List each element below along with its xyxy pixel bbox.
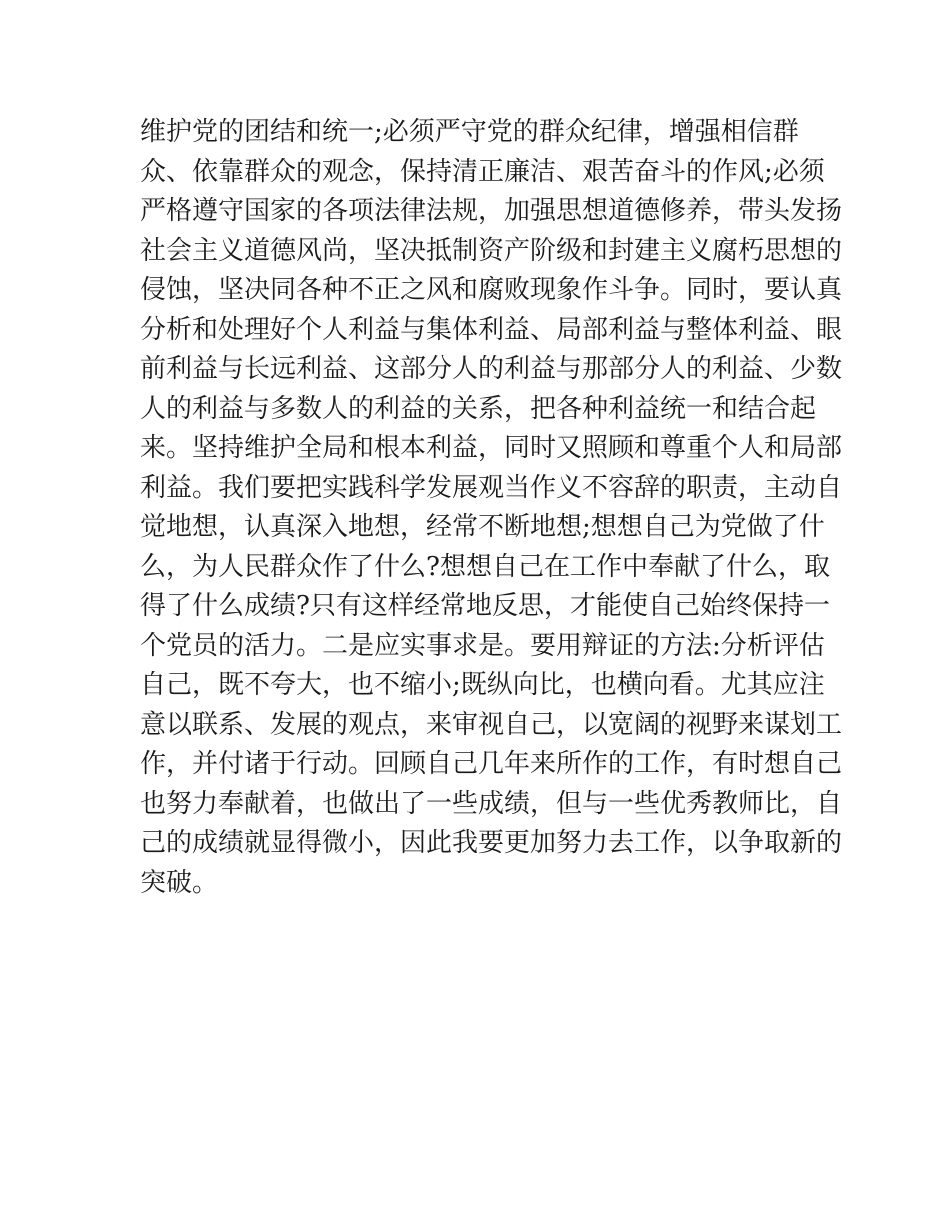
text-line: 个党员的活力。二是应实事求是。要用辩证的方法:分析评估 [140,630,825,661]
text-line: 利益。我们要把实践科学发展观当作义不容辞的职责，主动自 [140,472,843,503]
text-line: 觉地想，认真深入地想，经常不断地想;想想自己为党做了什 [140,512,825,542]
text-line: 分析和处理好个人利益与集体利益、局部利益与整体利益、眼 [140,314,843,345]
text-line: 意以联系、发展的观点，来审视自己，以宽阔的视野来谋划工 [140,709,843,740]
text-line: 侵蚀，坚决同各种不正之风和腐败现象作斗争。同时，要认真 [140,275,843,305]
text-line: 突破。 [140,867,219,898]
body-paragraph [140,113,843,903]
text-line: 维护党的团结和统一;必须严守党的群众纪律，增强相信群 [140,117,799,147]
text-line: 社会主义道德风尚，坚决抵制资产阶级和封建主义腐朽思想的 [140,235,843,266]
text-line: 来。坚持维护全局和根本利益，同时又照顾和尊重个人和局部 [140,433,843,463]
text-line: 作，并付诸于行动。回顾自己几年来所作的工作，有时想自己 [140,749,843,779]
text-line: 己的成绩就显得微小，因此我要更加努力去工作，以争取新的 [140,828,843,858]
text-line: 得了什么成绩?只有这样经常地反思，才能使自己始终保持一 [140,591,830,621]
text-line: 人的利益与多数人的利益的关系，把各种利益统一和结合起 [140,393,817,424]
text-line: 自己，既不夸大，也不缩小;既纵向比，也横向看。尤其应注 [140,670,825,700]
text-line: 前利益与长远利益、这部分人的利益与那部分人的利益、少数 [140,354,843,384]
text-line: 么，为人民群众作了什么?想想自己在工作中奉献了什么，取 [140,551,830,582]
text-line: 众、依靠群众的观念，保持清正廉洁、艰苦奋斗的作风;必须 [140,156,825,187]
text-line: 严格遵守国家的各项法律法规，加强思想道德修养，带头发扬 [140,196,843,226]
text-line: 也努力奉献着，也做出了一些成绩，但与一些优秀教师比，自 [140,788,843,819]
